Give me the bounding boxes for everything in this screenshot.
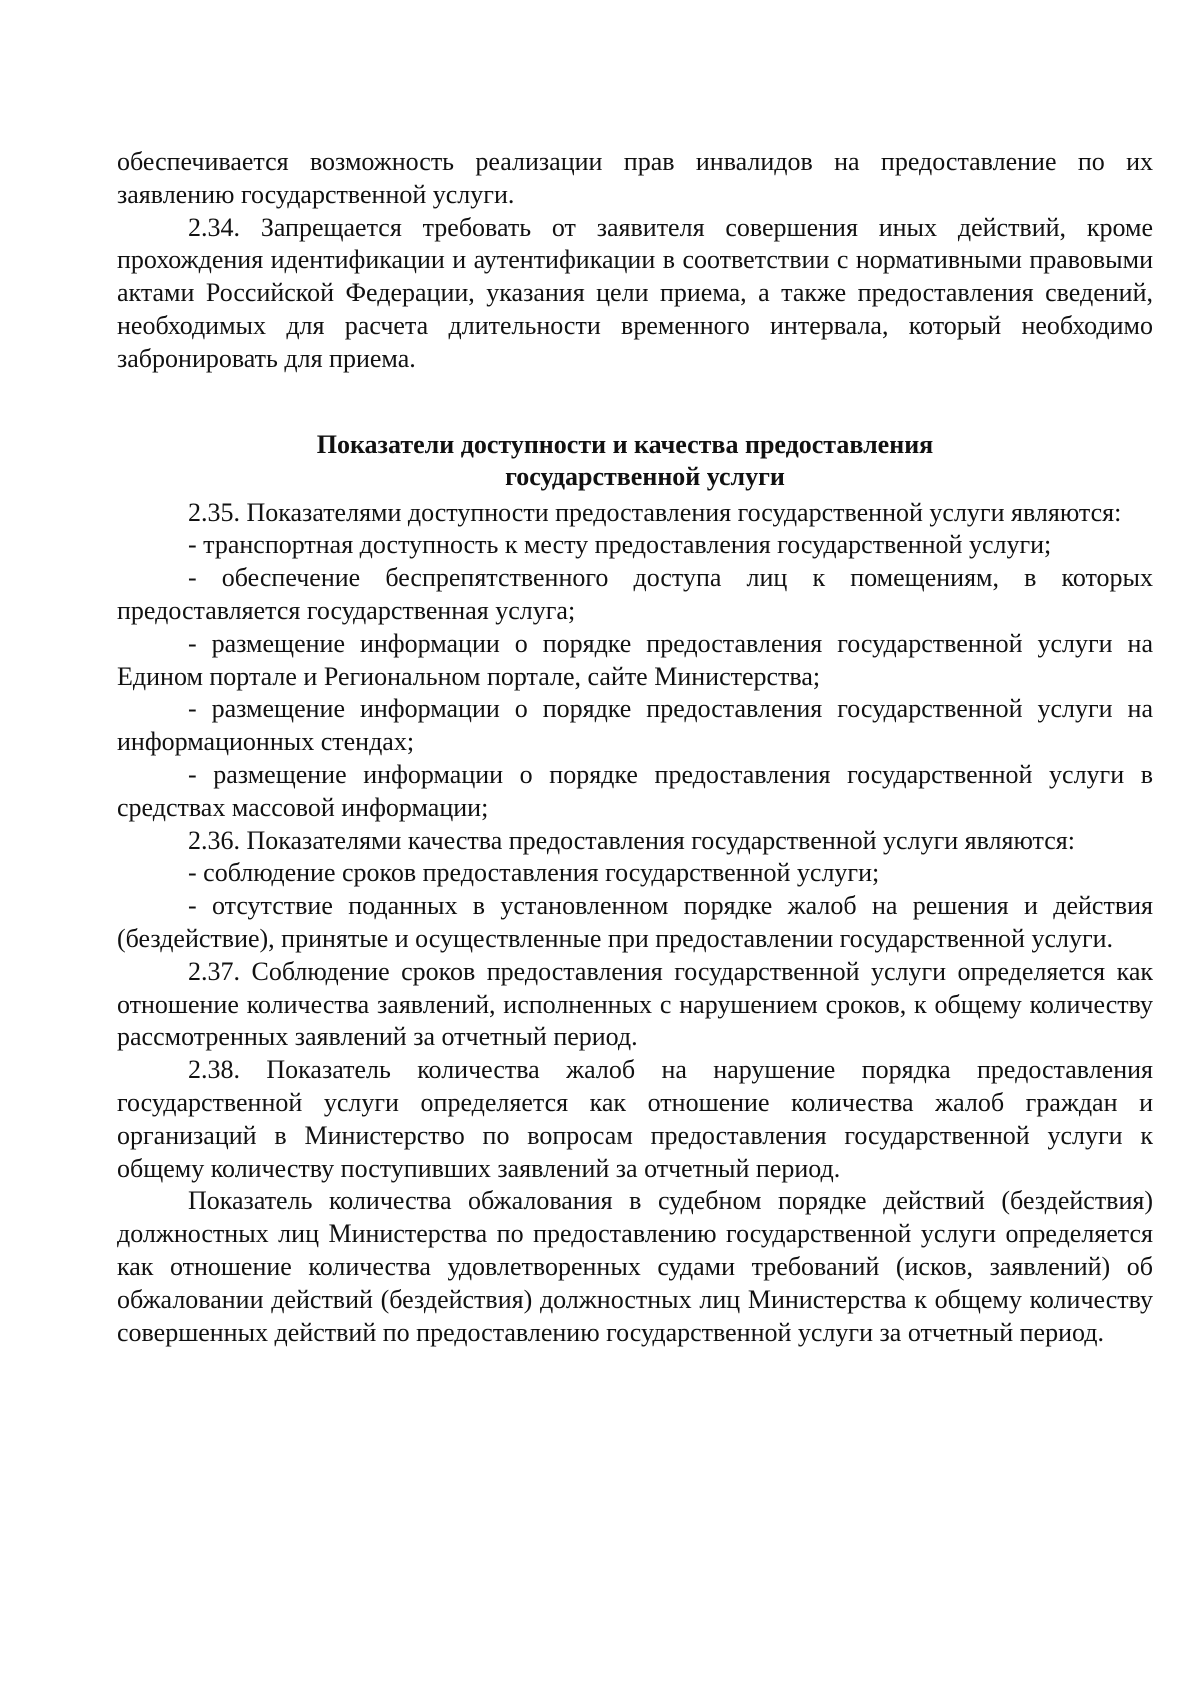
list-item-transport: - транспортная доступность к месту предоставления государственной услуги; [188,530,1052,560]
list-item-stands-info: - размещение информации о порядке предоставления государственной услуги на информационных стендах; [117,694,1153,757]
section-heading-line-1: Показатели доступности и качества предоставления [316,429,934,459]
list-item-portal-info: - размещение информации о порядке предоставления государственной услуги на Едином портале и Региональном портале, сайте Министерства; [117,628,1153,691]
paragraph-2-36: 2.36. Показателями качества предоставления государственной услуги являются: [188,825,1075,855]
paragraph-2-37: 2.37. Соблюдение сроков предоставления государственной услуги определяется как отношение количества заявлений, исполненных с нарушением сроков, к общему количеству рассмотренных заявлений за отчетный период. [117,956,1153,1052]
section-heading-line-2: государственной услуги [505,461,785,491]
paragraph-2-35: 2.35. Показателями доступности предоставления государственной услуги являются: [188,497,1122,527]
paragraph-2-34: 2.34. Запрещается требовать от заявителя совершения иных действий, кроме прохождения идентификации и аутентификации в соответствии с нормативными правовыми актами Российской Федерации, указания цели приема, а также предоставления сведений, необходимых для расчета длительности временного интервала, который необходимо забронировать для приема. [117,212,1153,373]
paragraph-continuation: обеспечивается возможность реализации прав инвалидов на предоставление по их заявлению государственной услуги. [117,147,1153,209]
paragraph-court-appeals: Показатель количества обжалования в судебном порядке действий (бездействия) должностных лиц Министерства по предоставлению государственной услуги определяется как отношение количества удовлетворенных судами требований (исков, заявлений) об обжаловании действий (бездействия) должностных лиц Министерства к общему количеству совершенных действий по предоставлению государственной услуги за отчетный период. [117,1186,1153,1347]
document-body [117,146,1153,1349]
list-item-access: - обеспечение беспрепятственного доступа лиц к помещениям, в которых предоставляется государственная услуга; [117,563,1153,625]
list-item-no-complaints: - отсутствие поданных в установленном порядке жалоб на решения и действия (бездействие), принятые и осуществленные при предоставлении государственной услуги. [117,891,1153,953]
section-heading [117,429,1153,493]
list-item-media-info: - размещение информации о порядке предоставления государственной услуги в средствах массовой информации; [117,759,1153,822]
paragraph-2-38: 2.38. Показатель количества жалоб на нарушение порядка предоставления государственной услуги определяется как отношение количества жалоб граждан и организаций в Министерство по вопросам предоставления государственной услуги к общему количеству поступивших заявлений за отчетный период. [117,1055,1153,1183]
list-item-deadlines: - соблюдение сроков предоставления государственной услуги; [188,858,880,888]
